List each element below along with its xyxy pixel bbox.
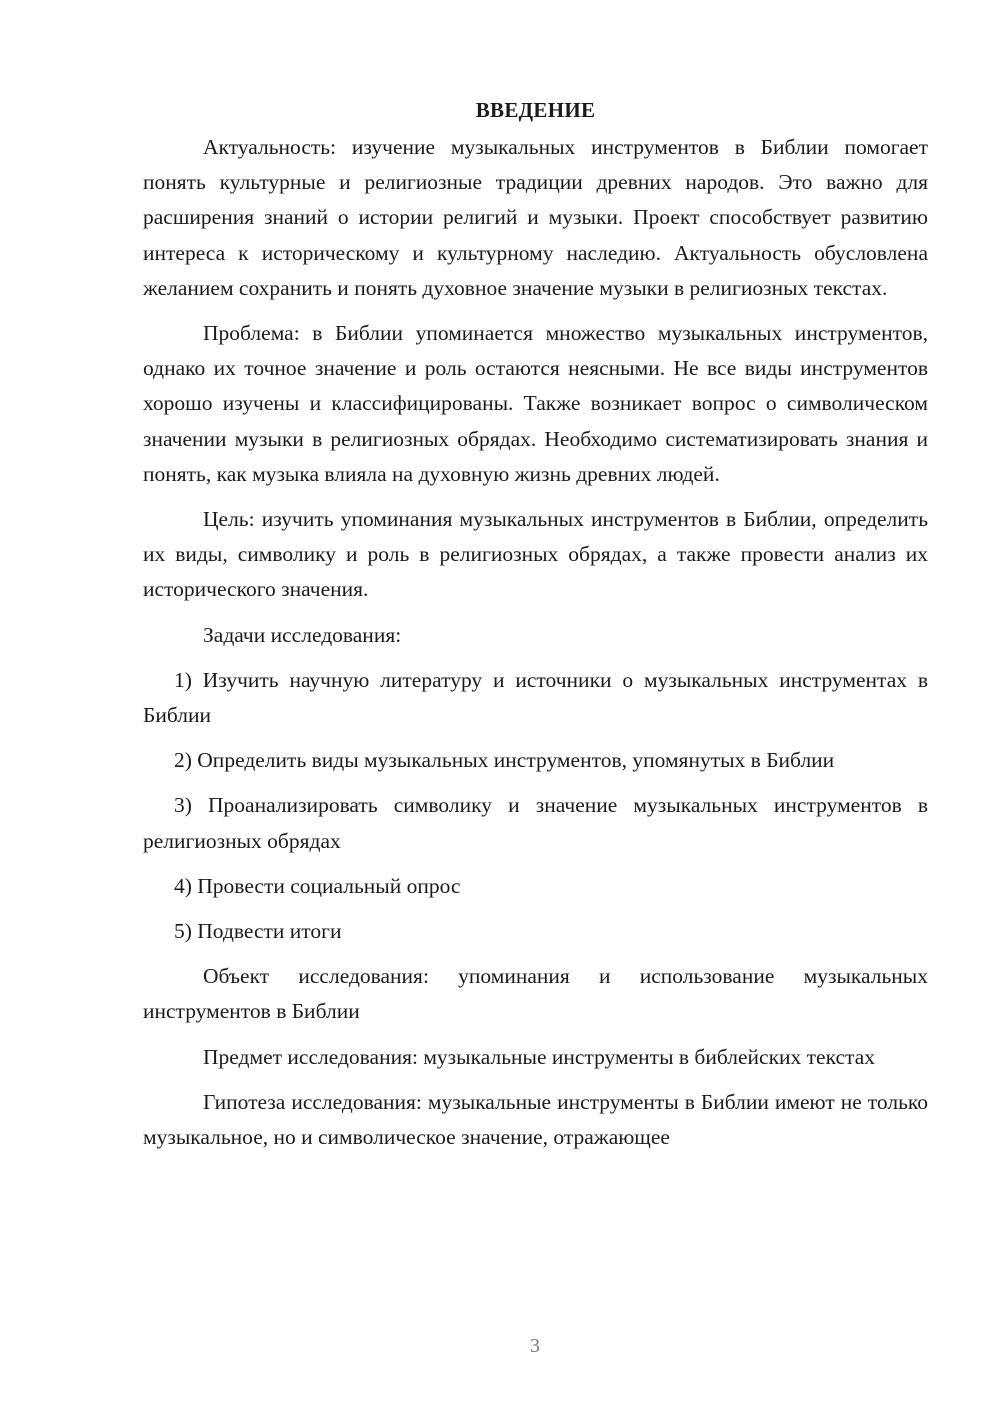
- task-item-4: 4) Провести социальный опрос: [174, 873, 461, 898]
- paragraph-relevance: Актуальность: изучение музыкальных инструментов в Библии помогает понять культурные и религиозные традиции древних народов. Это важно для расширения знаний о истории религий и музыки. Проект способствует развитию интереса к историческому и культурному наследию. Актуальность обусловлена желанием сохранить и понять духовное значение музыки в религиозных текстах.: [143, 135, 928, 300]
- page-number: 3: [530, 1335, 540, 1357]
- paragraph-hypothesis: Гипотеза исследования: музыкальные инструменты в Библии имеют не только музыкальное, но и символическое значение, отражающее: [143, 1089, 928, 1150]
- task-item-1: 1) Изучить научную литературу и источники о музыкальных инструментах в Библии: [143, 667, 928, 728]
- paragraph-tasks-heading: Задачи исследования:: [203, 622, 402, 647]
- task-item-2: 2) Определить виды музыкальных инструментов, упомянутых в Библии: [174, 748, 835, 773]
- paragraph-problem: Проблема: в Библии упоминается множество музыкальных инструментов, однако их точное значение и роль остаются неясными. Не все виды инструментов хорошо изучены и классифицированы. Также возникает вопрос о символическом значении музыки в религиозных обрядах. Необходимо систематизировать знания и понять, как музыка влияла на духовную жизнь древних людей.: [143, 321, 928, 486]
- paragraph-subject: Предмет исследования: музыкальные инструменты в библейских текстах: [203, 1044, 876, 1069]
- task-item-5: 5) Подвести итоги: [174, 919, 342, 944]
- document-page: [143, 95, 928, 1155]
- paragraph-object: Объект исследования: упоминания и использование музыкальных инструментов в Библии: [143, 964, 928, 1024]
- paragraph-goal: Цель: изучить упоминания музыкальных инструментов в Библии, определить их виды, символику и роль в религиозных обрядах, а также провести анализ их исторического значения.: [143, 507, 928, 602]
- task-item-3: 3) Проанализировать символику и значение музыкальных инструментов в религиозных обрядах: [143, 793, 928, 853]
- page-title: ВВЕДЕНИЕ: [475, 98, 596, 122]
